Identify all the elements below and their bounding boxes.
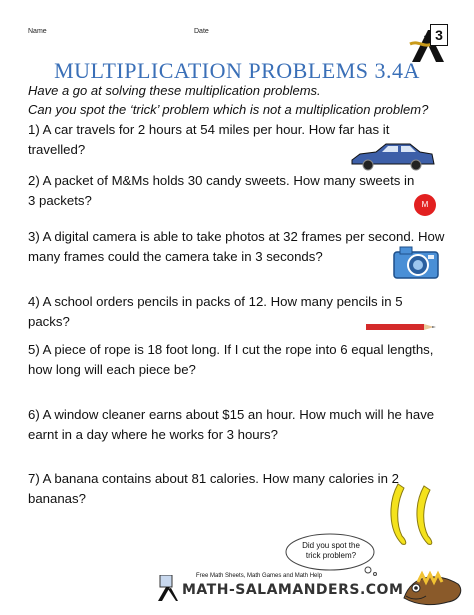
intro-line-1: Have a go at solving these multiplication problems. (28, 83, 321, 98)
page-title: MULTIPLICATION PROBLEMS 3.4A (54, 58, 420, 83)
car-icon (350, 142, 436, 172)
footer-salamander-icon (156, 575, 178, 603)
salamander-mascot (398, 554, 468, 610)
intro-line-2: Can you spot the ‘trick’ problem which is not a multiplication problem? (28, 102, 429, 117)
grade-badge: 3 (430, 24, 448, 46)
camera-icon (392, 244, 440, 280)
question-7: 7) A banana contains about 81 calories. How many calories in 2 bananas? (28, 471, 399, 506)
candy-icon: M (414, 194, 436, 216)
pencil-icon (366, 318, 438, 326)
footer-tagline: Free Math Sheets, Math Games and Math Help (196, 573, 323, 579)
question-4: 4) A school orders pencils in packs of 12. How many pencils in 5 packs? (28, 294, 403, 329)
question-3: 3) A digital camera is able to take photos at 32 frames per second. How many frames could the camera take in 3 seconds? (28, 229, 445, 264)
banana-icon (384, 480, 444, 548)
bubble-text: Did you spot the trick problem? (302, 541, 360, 560)
question-2: 2) A packet of M&Ms holds 30 candy sweets. How many sweets in 3 packets? (28, 173, 415, 208)
question-6: 6) A window cleaner earns about $15 an hour. How much will he have earnt in a day where he works for 3 hours? (28, 407, 435, 442)
footer-logo-text: MATH-SALAMANDERS.COM (182, 582, 404, 598)
speech-bubble (284, 532, 380, 576)
date-label: Date (194, 28, 209, 35)
question-5: 5) A piece of rope is 18 foot long. If I cut the rope into 6 equal lengths, how long will each piece be? (28, 342, 434, 377)
name-label: Name (28, 28, 47, 35)
question-1: 1) A car travels for 2 hours at 54 miles per hour. How far has it travelled? (28, 122, 390, 157)
